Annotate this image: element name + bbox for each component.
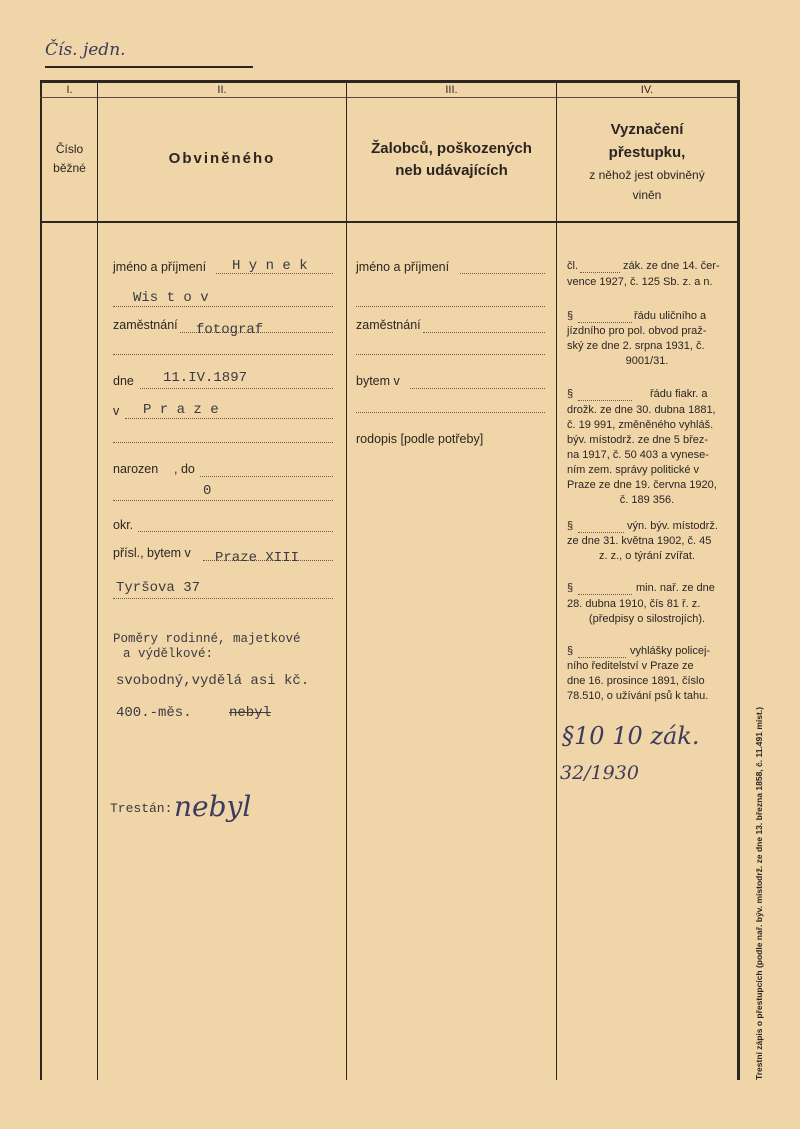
- offense-2-prefix: §: [567, 310, 574, 322]
- offense-5-line-1: min. nař. ze dne: [636, 582, 715, 594]
- numeral-row-divider: [40, 97, 738, 98]
- col-ii-numeral: II.: [217, 84, 227, 96]
- offense-6-dots: [578, 657, 626, 658]
- accused-district-label: okr.: [113, 518, 134, 532]
- accused-street-dots: [113, 598, 333, 599]
- plaintiff-residence-dots: [410, 388, 545, 389]
- accused-date: 11.IV.1897: [163, 370, 248, 386]
- plaintiff-occupation-label: zaměstnání: [356, 318, 421, 332]
- plaintiff-name-dots: [460, 273, 545, 274]
- punished-label: Trestán:: [110, 801, 173, 816]
- accused-date-label: dne: [113, 374, 134, 388]
- col-i-numeral: I.: [66, 84, 73, 96]
- col-iv-title-3: z něhož jest obviněný: [589, 168, 705, 182]
- offense-2-line-4: 9001/31.: [625, 355, 669, 367]
- col-iv-numeral: IV.: [640, 84, 654, 96]
- col-iii-numeral: III.: [445, 84, 458, 96]
- offense-4-dots: [578, 532, 624, 533]
- circumstances-line-2b: nebyl: [229, 705, 272, 721]
- col-iv-title-1: Vyznačení: [610, 121, 684, 138]
- accused-occupation-label: zaměstnání: [113, 318, 178, 332]
- sidebar-vertical-text: Trestní zápis o přestupcích (podle nař. býv. místodrž. ze dne 13. března 1858, č. 11.491 míst.): [754, 706, 764, 1080]
- plaintiff-occupation-dots: [423, 332, 545, 333]
- col-iv-title-4: viněn: [632, 188, 662, 202]
- offense-2-dots: [578, 322, 632, 323]
- table-left-border: [40, 80, 42, 1080]
- offense-1-dots: [580, 272, 620, 273]
- offense-6-line-2: ního ředitelství v Praze ze: [567, 660, 694, 672]
- offense-5-dots: [578, 594, 632, 595]
- table-top-border: [40, 80, 739, 83]
- offense-2-line-1: řádu uličního a: [634, 310, 707, 322]
- plaintiff-name-dots-2: [356, 306, 545, 307]
- accused-born-label: narozen: [113, 462, 159, 476]
- plaintiff-name-label: jméno a příjmení: [356, 260, 450, 274]
- col-divider-2: [346, 82, 347, 1080]
- cis-jedn-underline: [45, 66, 253, 68]
- offense-1-prefix: čl.: [567, 260, 578, 272]
- accused-surname: Wis t o v: [133, 290, 209, 306]
- offense-3-line-7: Praze ze dne 19. června 1920,: [567, 479, 717, 491]
- accused-first-name: H y n e k: [232, 258, 308, 274]
- offense-1-line-2: vence 1927, č. 125 Sb. z. a n.: [567, 276, 713, 288]
- circumstances-label-1: Poměry rodinné, majetkové: [113, 632, 301, 646]
- col-divider-3: [556, 82, 557, 1080]
- accused-domicile: Praze XIII: [215, 550, 300, 566]
- col-iii-title-2: neb udávajících: [395, 162, 508, 179]
- offense-5-line-2: 28. dubna 1910, čís 81 ř. z.: [567, 598, 701, 610]
- col-i-title-2: běžné: [53, 161, 86, 175]
- plaintiff-origin-label: rodopis [podle potřeby]: [356, 432, 484, 446]
- col-iii-title-1: Žalobců, poškozených: [371, 140, 532, 157]
- plaintiff-residence-label: bytem v: [356, 374, 400, 388]
- offense-handwritten-1: §10 10 zák.: [562, 722, 700, 750]
- offense-6-line-4: 78.510, o užívání psů k tahu.: [567, 690, 709, 702]
- offense-6-line-1: vyhlášky policej-: [630, 645, 711, 657]
- offense-6-prefix: §: [567, 645, 574, 657]
- offense-3-line-5: na 1917, č. 50 403 a vynese-: [567, 449, 709, 461]
- offense-6-line-3: dne 16. prosince 1891, číslo: [567, 675, 705, 687]
- col-i-title-1: Číslo: [55, 142, 84, 156]
- offense-4-prefix: §: [567, 520, 574, 532]
- accused-born-to: , do: [174, 462, 195, 476]
- col-ii-title: Obviněného: [168, 150, 276, 167]
- header-row-divider: [40, 221, 738, 223]
- offense-5-line-3: (předpisy o silostrojích).: [588, 613, 706, 625]
- circumstances-label-2: a výdělkové:: [123, 647, 214, 661]
- offense-3-line-3: č. 19 991, změněného vyhláš.: [567, 419, 714, 431]
- accused-name-label: jméno a příjmení: [113, 260, 207, 274]
- offense-3-line-2: drožk. ze dne 30. dubna 1881,: [567, 404, 716, 416]
- offense-4-line-1: výn. býv. místodrž.: [627, 520, 718, 532]
- col-iv-title-2: přestupku,: [608, 144, 686, 161]
- accused-place-dots-2: [113, 442, 333, 443]
- accused-district-dots: [138, 531, 333, 532]
- accused-date-dots: [140, 388, 333, 389]
- offense-4-line-3: z. z., o týrání zvířat.: [599, 550, 695, 562]
- offense-3-prefix: §: [567, 388, 574, 400]
- col-divider-1: [97, 82, 98, 1080]
- accused-street: Tyršova 37: [116, 580, 201, 596]
- accused-born-dots: [200, 476, 333, 477]
- accused-place: P r a z e: [143, 402, 219, 418]
- offense-3-line-6: ním zem. správy politické v: [567, 464, 700, 476]
- offense-2-line-3: ský ze dne 2. srpna 1931, č.: [567, 340, 705, 352]
- offense-1-line-1: zák. ze dne 14. čer-: [623, 260, 720, 272]
- offense-4-line-2: ze dne 31. května 1902, č. 45: [567, 535, 712, 547]
- accused-place-dots: [125, 418, 333, 419]
- offense-3-dots: [578, 400, 632, 401]
- accused-surname-dots: [113, 306, 333, 307]
- accused-born-dots-2: [113, 500, 333, 501]
- accused-place-prefix: v: [113, 404, 120, 418]
- offense-3-line-8: č. 189 356.: [619, 494, 675, 506]
- accused-occupation: fotograf: [196, 322, 264, 338]
- accused-born-value: 0: [203, 483, 212, 499]
- plaintiff-residence-dots-2: [356, 412, 545, 413]
- offense-3-line-4: býv. místodrž. ze dne 5 břez-: [567, 434, 709, 446]
- punished-handwritten: nebyl: [174, 790, 252, 823]
- offense-2-line-2: jízdního pro pol. obvod praž-: [567, 325, 707, 337]
- offense-5-prefix: §: [567, 582, 574, 594]
- offense-handwritten-2: 32/1930: [560, 762, 639, 784]
- accused-domicile-label: přísl., bytem v: [113, 546, 191, 560]
- cis-jedn-label: Čís. jedn.: [45, 40, 126, 60]
- circumstances-line-2a: 400.-měs.: [116, 705, 192, 721]
- circumstances-line-1: svobodný,vydělá asi kč.: [116, 673, 310, 689]
- table-right-border: [737, 80, 740, 1080]
- accused-occupation-dots-2: [113, 354, 333, 355]
- offense-3-line-1: řádu fiakr. a: [650, 388, 708, 400]
- plaintiff-occupation-dots-2: [356, 354, 545, 355]
